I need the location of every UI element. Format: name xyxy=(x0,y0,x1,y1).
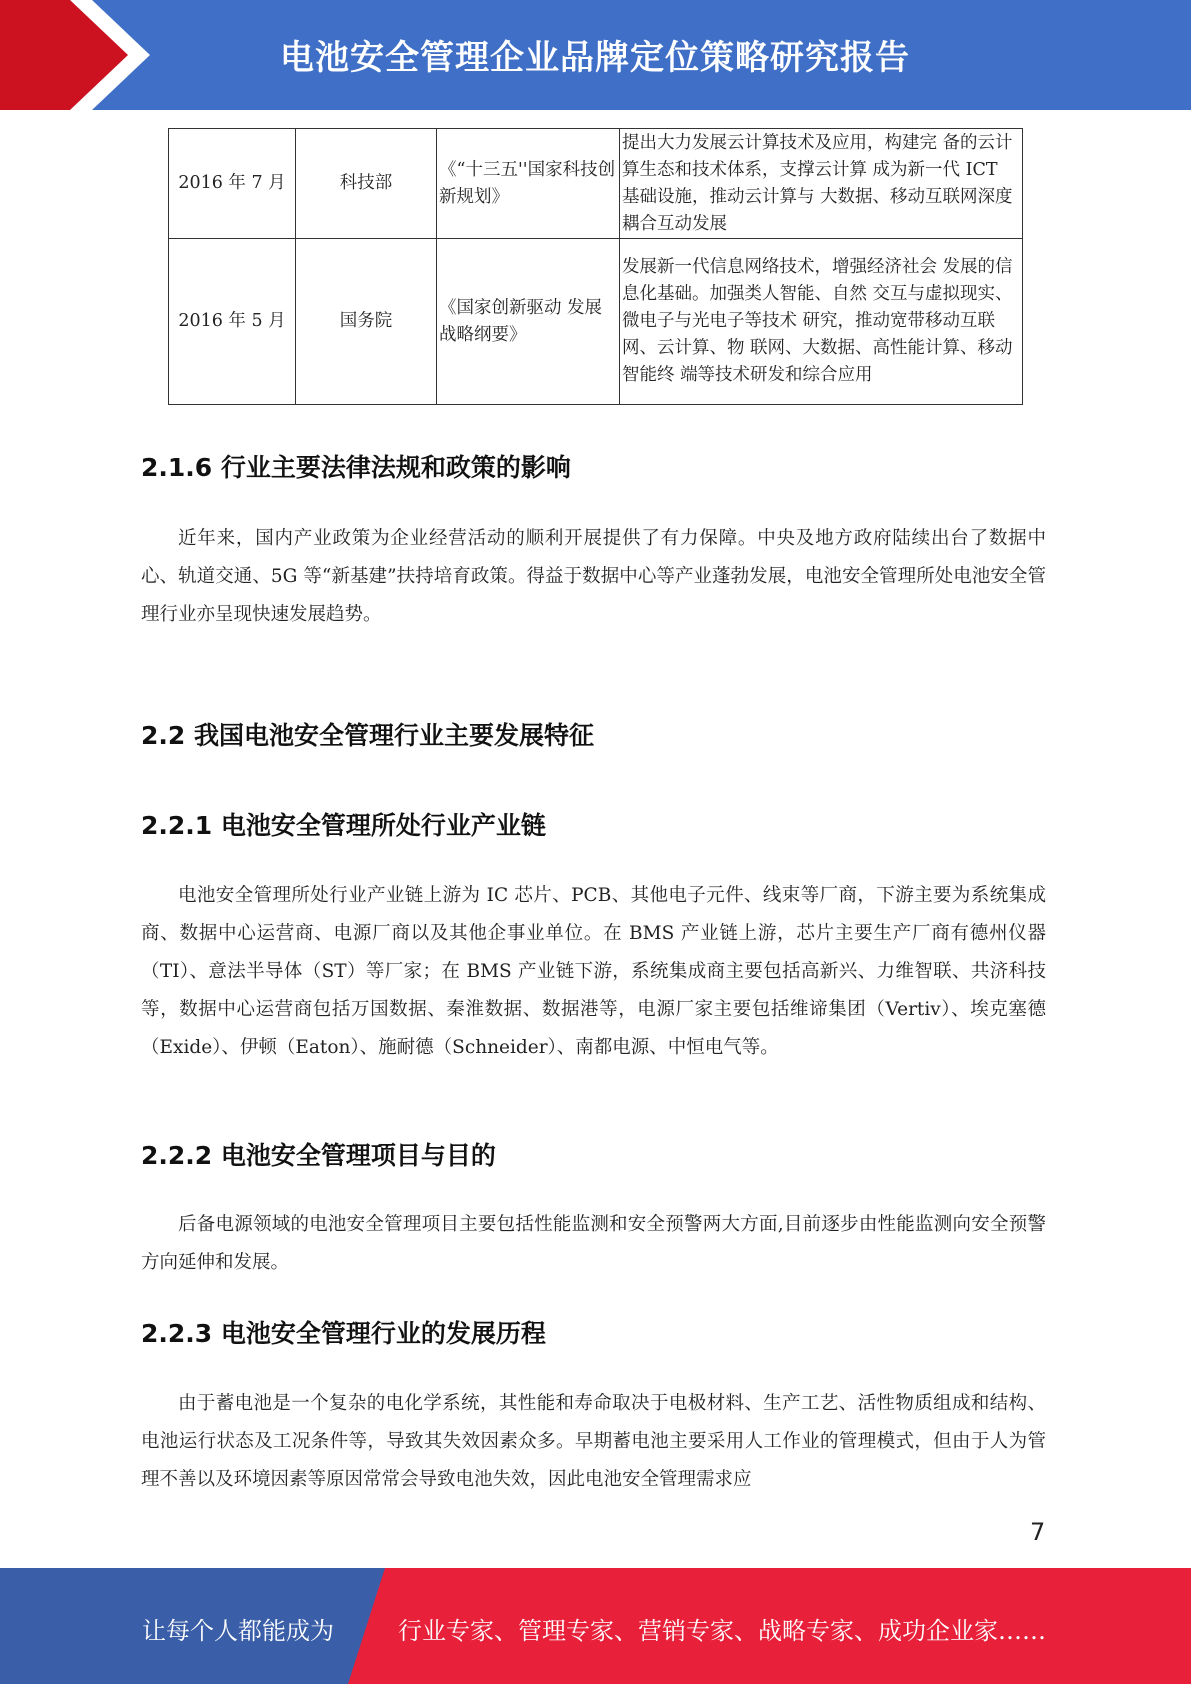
section-heading-2-1-6: 2.1.6 行业主要法律法规和政策的影响 xyxy=(141,453,571,482)
policy-name-cell: 《国家创新驱动 发展战略纲要》 xyxy=(437,239,620,405)
table-row xyxy=(169,239,1023,405)
policy-content-cell: 提出大力发展云计算技术及应用，构建完 备的云计算生态和技术体系，支撑云计算 成为新一代 ICT 基础设施，推动云计算与 大数据、移动互联网深度耦合互动发展 xyxy=(620,129,1023,239)
section-heading-2-2: 2.2 我国电池安全管理行业主要发展特征 xyxy=(141,721,594,750)
policy-dept-cell: 国务院 xyxy=(296,239,437,405)
section-paragraph-2-2-2: 后备电源领域的电池安全管理项目主要包括性能监测和安全预警两大方面,目前逐步由性能监测向安全预警方向延伸和发展。 xyxy=(141,1214,1046,1273)
policy-name-cell: 《“十三五''国家科技创新规划》 xyxy=(437,129,620,239)
report-title: 电池安全管理企业品牌定位策略研究报告 xyxy=(280,38,910,78)
section-paragraph-2-2-1: 电池安全管理所处行业产业链上游为 IC 芯片、PCB、其他电子元件、线束等厂商，下游主要为系统集成商、数据中心运营商、电源厂商以及其他企事业单位。在 BMS 产业链上游，芯片主要生产厂商有德州仪器（TI）、意法半导体（ST）等厂家；在 BMS 产业链下游，系统集成商主要包括高新兴、力维智联、共济科技等，数据中心运营商包括万国数据、秦淮数据、数据港等，电源厂家主要包括维谛集团（Vertiv）、埃克塞德（Exide）、伊顿（Eaton）、施耐德（Schneider）、南都电源、中恒电气等。 xyxy=(141,885,1046,1058)
policy-date-cell: 2016 年 5 月 xyxy=(169,239,296,405)
page-number: 7 xyxy=(1030,1518,1046,1546)
policy-dept-cell: 科技部 xyxy=(296,129,437,239)
policy-date-cell: 2016 年 7 月 xyxy=(169,129,296,239)
footer-slogan-right: 行业专家、管理专家、营销专家、战略专家、成功企业家…… xyxy=(398,1617,1046,1645)
footer-slogan-left: 让每个人都能成为 xyxy=(142,1617,334,1645)
section-heading-2-2-2: 2.2.2 电池安全管理项目与目的 xyxy=(141,1141,496,1170)
policy-content-cell: 发展新一代信息网络技术，增强经济社会 发展的信息化基础。加强类人智能、自然 交互与虚拟现实、微电子与光电子等技术 研究，推动宽带移动互联网、云计算、物 联网、大数据、高性能计算、移动智能终 端等技术研发和综合应用 xyxy=(620,239,1023,405)
section-heading-2-2-1: 2.2.1 电池安全管理所处行业产业链 xyxy=(141,811,546,840)
page-header xyxy=(0,0,1191,110)
table-row xyxy=(169,129,1023,239)
section-paragraph-2-1-6: 近年来，国内产业政策为企业经营活动的顺利开展提供了有力保障。中央及地方政府陆续出台了数据中心、轨道交通、5G 等“新基建”扶持培育政策。得益于数据中心等产业蓬勃发展，电池安全管理所处电池安全管理行业亦呈现快速发展趋势。 xyxy=(141,528,1046,625)
section-heading-2-2-3: 2.2.3 电池安全管理行业的发展历程 xyxy=(141,1319,546,1348)
page-footer xyxy=(0,1568,1191,1684)
policy-table xyxy=(168,128,1023,405)
section-paragraph-2-2-3: 由于蓄电池是一个复杂的电化学系统，其性能和寿命取决于电极材料、生产工艺、活性物质组成和结构、电池运行状态及工况条件等，导致其失效因素众多。早期蓄电池主要采用人工作业的管理模式，但由于人为管理不善以及环境因素等原因常常会导致电池失效，因此电池安全管理需求应 xyxy=(141,1393,1046,1490)
